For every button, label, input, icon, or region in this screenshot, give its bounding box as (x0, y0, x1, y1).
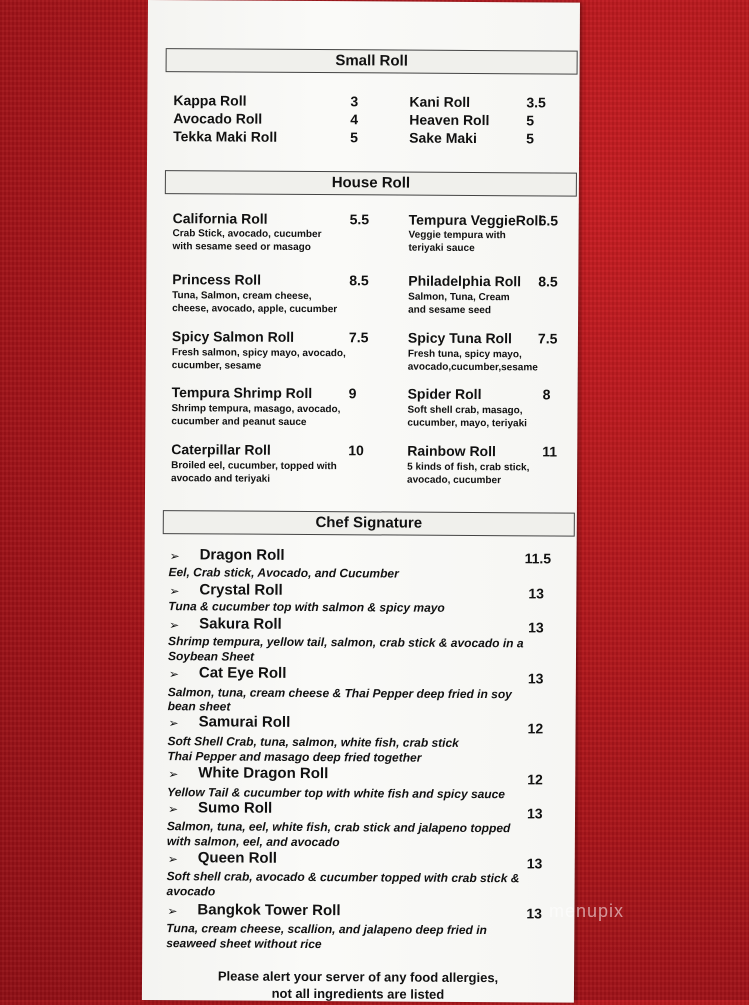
menu-item-price: 5 (526, 130, 535, 147)
watermark-logo: menupix (548, 901, 624, 921)
allergy-notice: Please alert your server of any food allergies, (217, 968, 499, 986)
menu-item-price: 7.5 (537, 330, 558, 347)
menu-item-name: Rainbow Roll (407, 442, 496, 460)
menu-item-name: Tempura VeggieRoll (408, 211, 543, 229)
menu-item-name: Heaven Roll (409, 111, 490, 129)
menu-item-price: 12 (527, 771, 543, 788)
menu-item-description: cucumber, sesame (171, 360, 262, 372)
menu-item-description: Salmon, tuna, eel, white fish, crab stick and jalapeno topped (166, 819, 511, 836)
menu-item-description: Tuna, Salmon, cream cheese, (172, 290, 312, 303)
menu-item-name: Bangkok Tower Roll (197, 901, 341, 920)
menu-item-price: 13 (528, 619, 544, 636)
menu-item-description: 5 kinds of fish, crab stick, (407, 461, 530, 474)
menu-item-name: Philadelphia Roll (408, 272, 522, 290)
menu-item-description: Soft shell crab, masago, (407, 404, 523, 417)
menu-item-price: 7.5 (348, 329, 369, 346)
menu-item-description: Veggie tempura with (408, 229, 506, 242)
menu-item-description: Fresh salmon, spicy mayo, avocado, (171, 347, 346, 360)
menu-item-name: Samurai Roll (198, 713, 291, 731)
menu-item-price: 13 (527, 670, 544, 687)
menu-item-name: Avocado Roll (173, 110, 263, 127)
menu-item-name: Spider Roll (407, 385, 482, 403)
menu-item-description: cucumber, mayo, teriyaki (407, 417, 527, 430)
menu-item-description: Shrimp tempura, masago, avocado, (171, 403, 341, 416)
menu-item-description: avocado,cucumber,sesame (407, 361, 538, 374)
menu-item-price: 5.5 (349, 211, 370, 228)
menu-item-description: seaweed sheet without rice (166, 936, 322, 952)
menu-item-price: 10 (348, 442, 364, 459)
menu-page (142, 0, 580, 1003)
menu-item-description: Soft shell crab, avocado & cucumber topped with crab stick & (166, 869, 520, 886)
menu-item-price: 11 (542, 443, 558, 460)
menu-item-price: 11.5 (524, 550, 552, 567)
arrow-bullet-icon: ➢ (168, 716, 179, 731)
menu-item-name: Queen Roll (197, 849, 277, 867)
menu-item-description: Shrimp tempura, yellow tail, salmon, crab stick & avocado in a (168, 634, 524, 651)
menu-item-name: Kani Roll (409, 93, 471, 110)
menu-item-price: 4 (350, 111, 359, 128)
menu-item-name: Spicy Salmon Roll (171, 328, 295, 345)
menu-item-price: 5 (526, 112, 535, 129)
menu-item-price: 5 (350, 129, 359, 146)
menu-item-name: California Roll (172, 210, 268, 227)
menu-item-description: cheese, avocado, apple, cucumber (172, 303, 338, 316)
menu-item-description: bean sheet (167, 699, 231, 714)
menu-item-price: 3 (350, 93, 359, 110)
arrow-bullet-icon: ➢ (169, 618, 180, 633)
menu-item-price: 13 (526, 905, 543, 922)
menu-item-name: Tekka Maki Roll (173, 128, 278, 145)
house-roll-header: House Roll (165, 170, 577, 197)
menu-item-name: White Dragon Roll (198, 764, 329, 783)
menu-item-name: Caterpillar Roll (171, 441, 271, 458)
menu-item-name: Sakura Roll (199, 615, 282, 633)
menu-item-price: 13 (526, 855, 543, 872)
menu-item-description: Broiled eel, cucumber, topped with (171, 460, 337, 473)
arrow-bullet-icon: ➢ (168, 667, 179, 682)
chef-signature-header: Chef Signature (163, 510, 575, 537)
menu-item-description: avocado (166, 884, 216, 899)
menu-item-name: Princess Roll (172, 271, 262, 288)
arrow-bullet-icon: ➢ (167, 904, 178, 919)
menu-item-price: 13 (526, 805, 543, 822)
menu-item-description: Soft Shell Crab, tuna, salmon, white fish, crab stick (167, 734, 459, 750)
menu-item-price: 12 (527, 720, 544, 737)
menu-item-description: teriyaki sauce (408, 242, 475, 254)
menu-item-description: Eel, Crab stick, Avocado, and Cucumber (168, 565, 399, 581)
allergy-notice: not all ingredients are listed (271, 985, 445, 1002)
arrow-bullet-icon: ➢ (168, 767, 179, 782)
arrow-bullet-icon: ➢ (168, 802, 179, 817)
menu-item-description: cucumber and peanut sauce (171, 416, 307, 428)
menu-item-name: Kappa Roll (173, 92, 247, 109)
menu-item-description: with salmon, eel, and avocado (166, 834, 340, 850)
menu-item-name: Dragon Roll (199, 546, 285, 564)
menu-item-price: 9 (348, 385, 357, 402)
menu-item-description: with sesame seed or masago (172, 241, 311, 253)
menu-item-description: Soybean Sheet (167, 649, 255, 664)
menu-item-name: Sumo Roll (198, 799, 273, 817)
menu-item-price: 8 (542, 386, 551, 403)
menu-item-description: Salmon, tuna, cream cheese & Thai Pepper deep fried in soy (167, 685, 512, 702)
menu-item-description: Tuna & cucumber top with salmon & spicy mayo (168, 599, 445, 615)
menu-item-description: Tuna, cream cheese, scallion, and jalapeno deep fried in (166, 921, 487, 938)
arrow-bullet-icon: ➢ (169, 549, 180, 564)
menu-item-name: Tempura Shrimp Roll (171, 384, 313, 402)
menu-item-price: 13 (528, 585, 545, 602)
menu-item-price: 3.5 (526, 94, 546, 111)
menu-item-description: avocado and teriyaki (171, 473, 271, 485)
menu-item-price: 8.5 (349, 272, 369, 289)
arrow-bullet-icon: ➢ (167, 852, 178, 867)
menu-item-description: Yellow Tail & cucumber top with white fish and spicy sauce (167, 785, 506, 802)
menu-item-description: Crab Stick, avocado, cucumber (172, 228, 322, 241)
menu-item-description: Salmon, Tuna, Cream (408, 291, 510, 304)
menu-item-price: 6.5 (538, 212, 559, 229)
menu-item-price: 8.5 (538, 273, 558, 290)
menu-item-description: Thai Pepper and masago deep fried together (167, 749, 422, 765)
menu-item-description: Fresh tuna, spicy mayo, (407, 348, 522, 361)
menu-item-name: Spicy Tuna Roll (407, 329, 512, 347)
menu-item-name: Crystal Roll (199, 581, 283, 599)
menu-item-description: and sesame seed (408, 304, 491, 317)
small-roll-header: Small Roll (166, 48, 578, 75)
arrow-bullet-icon: ➢ (169, 584, 180, 599)
menu-item-description: avocado, cucumber (407, 474, 502, 487)
menu-item-name: Sake Maki (409, 129, 477, 147)
menu-item-name: Cat Eye Roll (198, 664, 287, 682)
